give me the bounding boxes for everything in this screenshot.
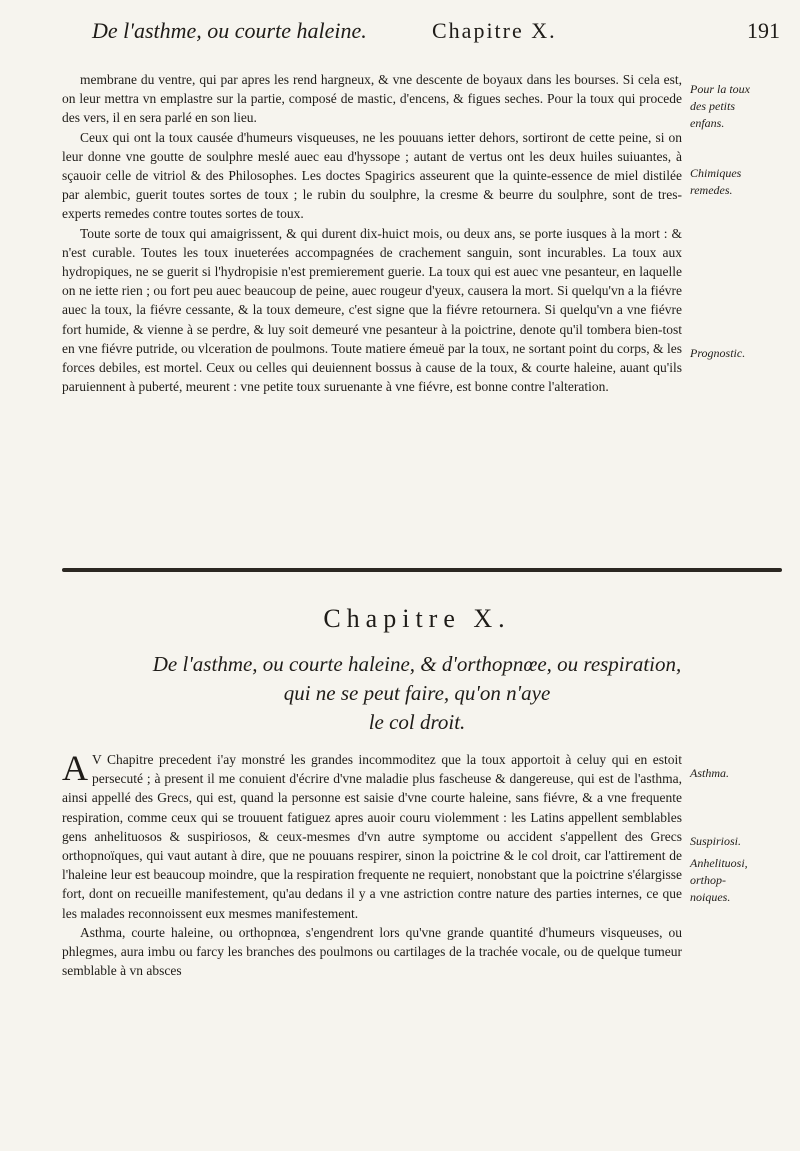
margin-note-line: Suspiriosi.	[690, 834, 742, 848]
margin-note-line: Prognostic.	[690, 346, 746, 360]
margin-note-line: Chimiques	[690, 166, 742, 180]
margin-note	[690, 346, 790, 363]
page-number: 191	[747, 18, 780, 43]
margin-note	[690, 834, 790, 851]
margin-note	[690, 766, 790, 783]
margin-note-line: enfans.	[690, 116, 725, 130]
chapter-title	[62, 650, 772, 737]
chapter-title-line: De l'asthme, ou courte haleine, & d'orthopnœe, ou respiration,	[152, 652, 682, 676]
margin-note-line: des petits	[690, 99, 735, 113]
margin-note	[690, 166, 790, 200]
paragraph: Asthma, courte haleine, ou orthopnœa, s'engendrent lors qu'vne grande quantité d'humeurs visqueuses, ou phlegmes, aura imbu ou farcy les branches des poulmons ou cartilages de la trachée vocale, ou de quelque tumeur semblable à vn absces	[62, 924, 682, 979]
paragraph-text: V Chapitre precedent i'ay monstré les grandes incommoditez que la toux apportoit à celuy qui en estoit persecuté ; à present il me conuient d'écrire d'vne maladie plus fascheuse & dangereuse, qui est de l'asthma, ainsi appellé des Grecs, qui est, quand la personne est saisie d'vne courte haleine, sans fiévre, & a vne frequente respiration, comme ceux qui se trouuent fatiguez apres auoir couru violemment : les Latins appellent semblables gens anhelituosos & suspiriosos, & ceux-mesmes d'vn autre symptome ou accident s'appellent des Grecs orthopnoïques, qui vaut autant à dire, que ne pouuans respirer, sinon la poictrine & le col droit, car l'attirement de l'haleine leur est beaucoup moindre, que la respiration frequente ne requiert, nonobstant que la poictrine s'élargisse fort, dont on recueille manifestement, qu'au dedans il y a vne astriction contre nature des parties internes, ce que les malades reconnoissent eux mesmes manifestement.	[62, 752, 682, 921]
chapter-title-line: le col droit.	[368, 710, 466, 734]
paragraph: Toute sorte de toux qui amaigrissent, & qui durent dix-huict mois, ou deux ans, se porte iusques à la mort : & n'est curable. Toutes les toux inueterées accompagnées de crachement sanguin, sont incurables. La toux aux hydropiques, ne se guerit si l'hydropisie n'est premierement guerie. La toux qui est auec vne pesanteur, en laquelle on ne iette rien ; ou fort peu auec beaucoup de peine, auec rougeur d'yeux, causera la mort. Si quelqu'vn a la fiévre auec la toux, la fiévre cessante, & la toux demeure, c'est signe que la fiévre retournera. Si quelqu'vn a vne fiévre fort humide, & vienne à se perdre, & luy soit demeuré vne pesanteur à la poictrine, denote qu'il tombera bien-tost en vne fiévre putride, ou vlceration de poulmons. Toute matiere émeuë par la toux, ne sortant point du corps, & les forces debiles, est mortel. Ceux ou celles qui deuiennent bossus à cause de la toux, & courte haleine, auant qu'ils paruiennent à puberté, meurent : vne petite toux suruenante à vne fiévre, est bonne contre l'alteration.	[62, 225, 682, 395]
drop-cap: A	[62, 748, 88, 788]
paragraph	[62, 750, 682, 923]
margin-note-line: noiques.	[690, 890, 731, 904]
paragraph: Ceux qui ont la toux causée d'humeurs visqueuses, ne les pouuans ietter dehors, sortiront de cette peine, si on leur donne vne goutte de soulphre meslé auec eau d'hyssope ; autant de vertus ont les deux huiles suiuantes, à sçauoir celle de vitriol & des Philosophes. Les doctes Spagirics asseurent que la quinte-essence de miel distilée par alembic, guerit toutes sortes de toux ; le rubin du soulphre, la cresme & beurre du soulphre, sont de tres-experts remedes contre toutes sortes de toux.	[62, 129, 682, 222]
margin-note	[690, 856, 790, 907]
running-head-chapter: Chapitre X.	[432, 18, 557, 43]
chapter-title-line: qui ne se peut faire, qu'on n'aye	[283, 681, 551, 705]
margin-note-line: remedes.	[690, 183, 733, 197]
margin-note-line: Asthma.	[690, 766, 729, 780]
running-head	[92, 18, 780, 48]
chapter-divider-rule	[62, 568, 782, 572]
text-block-continued	[62, 70, 682, 396]
margin-note-line: orthop-	[690, 873, 726, 887]
text-block-chapter	[62, 750, 682, 980]
margin-note	[690, 82, 790, 133]
margin-note-line: Anhelituosi,	[690, 856, 748, 870]
chapter-heading: Chapitre X.	[323, 604, 511, 633]
paragraph: membrane du ventre, qui par apres les rend hargneux, & vne descente de boyaux dans les bourses. Si cela est, on leur mettra vn emplastre sur la partie, composé de mastic, d'encens, & figues seches. Pour la toux qui procede des vers, il en sera parlé en son lieu.	[62, 72, 682, 126]
running-head-title: De l'asthme, ou courte haleine.	[92, 18, 367, 43]
margin-note-line: Pour la toux	[690, 82, 750, 96]
